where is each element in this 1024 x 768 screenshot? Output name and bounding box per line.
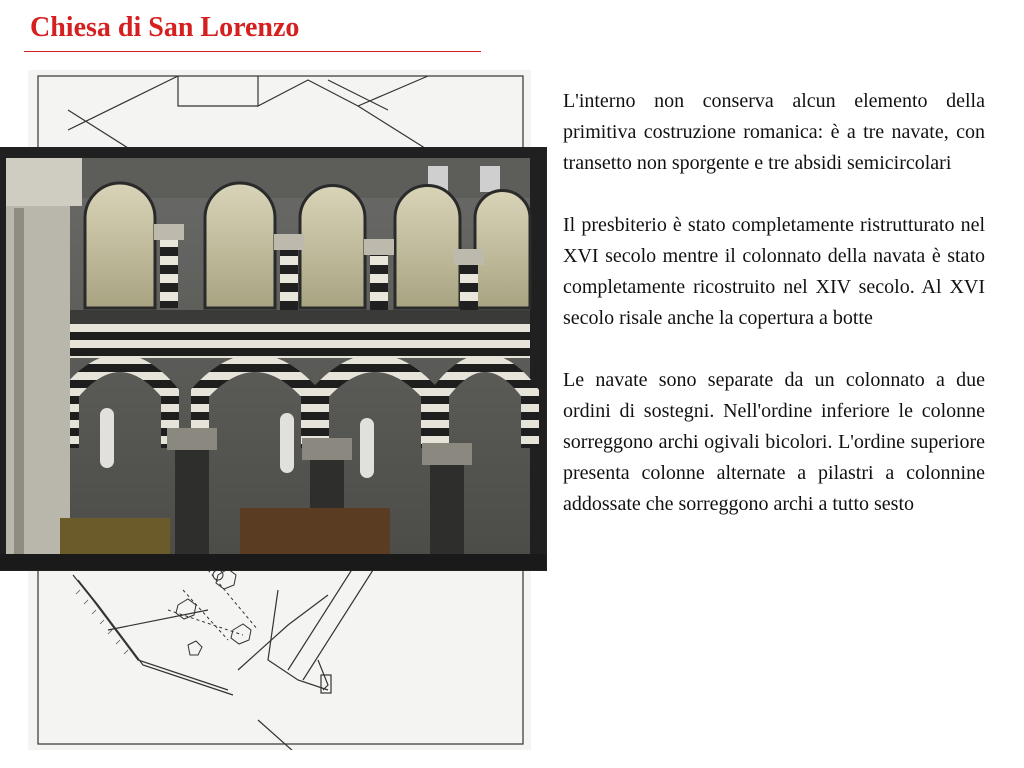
interior-photo — [0, 148, 546, 570]
paragraph-3: Le navate sono separate da un colonnato a due ordini di sostegni. Nell'ordine inferiore le colonne sorreggono archi ogivali bicolori. L'ordine superiore presenta colonne alternate a pilastri a colonnine addossate che sorreggono archi a tutto sesto — [563, 369, 985, 515]
description-text — [563, 86, 985, 551]
slide-title: Chiesa di San Lorenzo — [30, 12, 300, 43]
paragraph-2: Il presbiterio è stato completamente ristrutturato nel XVI secolo mentre il colonnato della navata è stato completamente ricostruito nel XIV secolo. Al XVI secolo risale anche la copertura a botte — [563, 214, 985, 329]
title-underline — [24, 51, 481, 52]
paragraph-1: L'interno non conserva alcun elemento della primitiva costruzione romanica: è a tre navate, con transetto non sporgente e tre absidi semicircolari — [563, 90, 985, 174]
